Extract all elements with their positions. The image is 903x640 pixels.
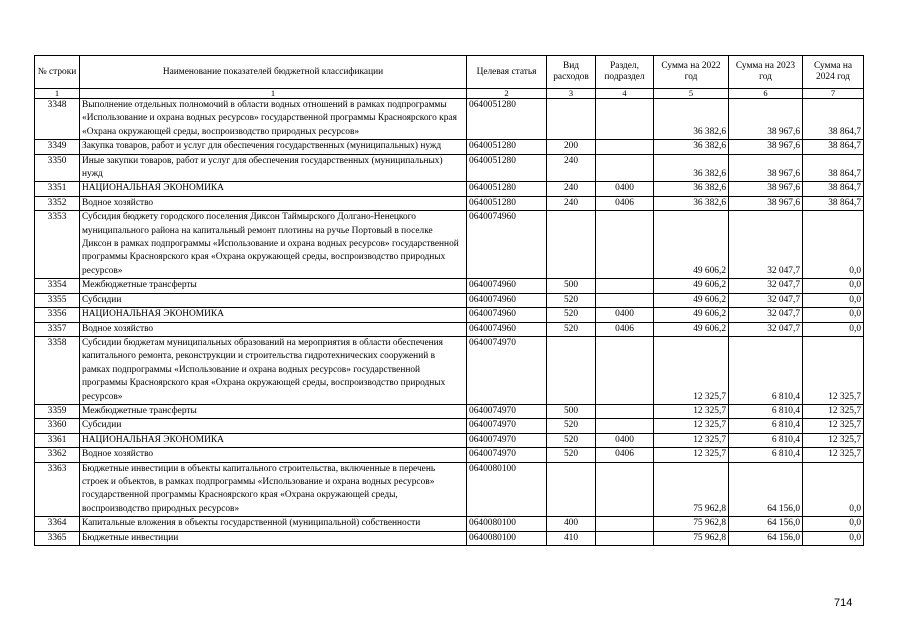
target-article: 0640051280 — [467, 99, 547, 140]
indicator-name: Капитальные вложения в объекты государственной (муниципальной) собственности — [80, 517, 467, 531]
sum-2022: 12 325,7 — [654, 336, 729, 404]
section-code — [596, 517, 654, 531]
row-number: 3352 — [35, 196, 80, 210]
sum-2023: 6 810,4 — [729, 433, 803, 447]
sum-2023: 38 967,6 — [729, 182, 803, 196]
section-code — [596, 154, 654, 182]
sum-2022: 36 382,6 — [654, 182, 729, 196]
row-number: 3351 — [35, 182, 80, 196]
column-number: 1 — [80, 89, 467, 99]
table-row — [35, 322, 864, 336]
sum-2022: 36 382,6 — [654, 154, 729, 182]
row-number: 3353 — [35, 211, 80, 279]
sum-2022: 75 962,8 — [654, 531, 729, 545]
table-row — [35, 308, 864, 322]
row-number: 3362 — [35, 448, 80, 462]
expense-type: 520 — [547, 419, 596, 433]
table-row — [35, 293, 864, 307]
sum-2022: 36 382,6 — [654, 140, 729, 154]
section-code: 0400 — [596, 308, 654, 322]
sum-2023: 38 967,6 — [729, 196, 803, 210]
sum-2023: 64 156,0 — [729, 462, 803, 517]
indicator-name: НАЦИОНАЛЬНАЯ ЭКОНОМИКА — [80, 308, 467, 322]
sum-2024: 38 864,7 — [803, 140, 864, 154]
expense-type: 200 — [547, 140, 596, 154]
section-code — [596, 336, 654, 404]
table-row — [35, 182, 864, 196]
sum-2023: 64 156,0 — [729, 517, 803, 531]
sum-2022: 49 606,2 — [654, 211, 729, 279]
expense-type: 520 — [547, 293, 596, 307]
section-code — [596, 99, 654, 140]
expense-type: 520 — [547, 433, 596, 447]
sum-2023: 6 810,4 — [729, 404, 803, 418]
sum-2022: 36 382,6 — [654, 196, 729, 210]
expense-type: 240 — [547, 182, 596, 196]
indicator-name: Бюджетные инвестиции — [80, 531, 467, 545]
target-article: 0640074970 — [467, 404, 547, 418]
header-target: Целевая статья — [467, 56, 547, 89]
indicator-name: Субсидии бюджетам муниципальных образований на мероприятия в области обеспечения капитального ремонта, реконструкции и строительства гидротехнических сооружений в рамках подпрограммы «Использование и охрана водных ресурсов» государственной программы Красноярского края «Охрана окружающей среды, воспроизводство природных ресурсов» — [80, 336, 467, 404]
sum-2024: 0,0 — [803, 293, 864, 307]
sum-2022: 49 606,2 — [654, 279, 729, 293]
budget-table — [34, 55, 864, 546]
sum-2022: 75 962,8 — [654, 462, 729, 517]
sum-2024: 0,0 — [803, 531, 864, 545]
sum-2024: 0,0 — [803, 211, 864, 279]
table-row — [35, 531, 864, 545]
section-code: 0406 — [596, 448, 654, 462]
target-article: 0640074970 — [467, 336, 547, 404]
header-sum-2023: Сумма на 2023 год — [729, 56, 803, 89]
sum-2024: 12 325,7 — [803, 419, 864, 433]
table-row — [35, 99, 864, 140]
page-number: 714 — [834, 597, 853, 609]
indicator-name: Иные закупки товаров, работ и услуг для обеспечения государственных (муниципальных) нужд — [80, 154, 467, 182]
table-row — [35, 336, 864, 404]
indicator-name: Водное хозяйство — [80, 196, 467, 210]
expense-type — [547, 462, 596, 517]
sum-2023: 32 047,7 — [729, 308, 803, 322]
expense-type: 400 — [547, 517, 596, 531]
section-code — [596, 279, 654, 293]
row-number: 3354 — [35, 279, 80, 293]
table-row — [35, 419, 864, 433]
target-article: 0640074960 — [467, 279, 547, 293]
column-number: 1 — [35, 89, 80, 99]
section-code: 0406 — [596, 322, 654, 336]
expense-type: 520 — [547, 322, 596, 336]
table-row — [35, 433, 864, 447]
expense-type: 240 — [547, 154, 596, 182]
expense-type: 520 — [547, 448, 596, 462]
expense-type — [547, 211, 596, 279]
header-sum-2022: Сумма на 2022 год — [654, 56, 729, 89]
sum-2022: 49 606,2 — [654, 308, 729, 322]
section-code — [596, 404, 654, 418]
indicator-name: Межбюджетные трансферты — [80, 404, 467, 418]
sum-2023: 32 047,7 — [729, 322, 803, 336]
table-row — [35, 279, 864, 293]
sum-2023: 32 047,7 — [729, 293, 803, 307]
target-article: 0640051280 — [467, 196, 547, 210]
sum-2022: 36 382,6 — [654, 99, 729, 140]
target-article: 0640080100 — [467, 462, 547, 517]
target-article: 0640074970 — [467, 433, 547, 447]
row-number: 3357 — [35, 322, 80, 336]
table-row — [35, 196, 864, 210]
row-number: 3355 — [35, 293, 80, 307]
row-number: 3361 — [35, 433, 80, 447]
table-body — [35, 99, 864, 546]
section-code — [596, 531, 654, 545]
column-number: 6 — [729, 89, 803, 99]
header-section: Раздел, подраздел — [596, 56, 654, 89]
indicator-name: Водное хозяйство — [80, 448, 467, 462]
indicator-name: НАЦИОНАЛЬНАЯ ЭКОНОМИКА — [80, 433, 467, 447]
indicator-name: Межбюджетные трансферты — [80, 279, 467, 293]
sum-2024: 12 325,7 — [803, 448, 864, 462]
row-number: 3358 — [35, 336, 80, 404]
indicator-name: Закупка товаров, работ и услуг для обеспечения государственных (муниципальных) нужд — [80, 140, 467, 154]
target-article: 0640051280 — [467, 154, 547, 182]
row-number: 3364 — [35, 517, 80, 531]
header-row-no: № строки — [35, 56, 80, 89]
row-number: 3365 — [35, 531, 80, 545]
row-number: 3350 — [35, 154, 80, 182]
target-article: 0640080100 — [467, 531, 547, 545]
sum-2024: 12 325,7 — [803, 404, 864, 418]
target-article: 0640074960 — [467, 211, 547, 279]
sum-2022: 12 325,7 — [654, 433, 729, 447]
sum-2022: 12 325,7 — [654, 419, 729, 433]
table-row — [35, 462, 864, 517]
column-number: 4 — [596, 89, 654, 99]
sum-2023: 64 156,0 — [729, 531, 803, 545]
section-code — [596, 419, 654, 433]
sum-2024: 0,0 — [803, 462, 864, 517]
sum-2022: 75 962,8 — [654, 517, 729, 531]
header-sum-2024: Сумма на 2024 год — [803, 56, 864, 89]
section-code — [596, 211, 654, 279]
sum-2023: 6 810,4 — [729, 336, 803, 404]
expense-type: 500 — [547, 279, 596, 293]
table-row — [35, 448, 864, 462]
header-name: Наименование показателей бюджетной классификации — [80, 56, 467, 89]
sum-2022: 49 606,2 — [654, 322, 729, 336]
sum-2023: 6 810,4 — [729, 419, 803, 433]
row-number: 3349 — [35, 140, 80, 154]
table-row — [35, 404, 864, 418]
sum-2022: 12 325,7 — [654, 404, 729, 418]
row-number: 3360 — [35, 419, 80, 433]
sum-2024: 0,0 — [803, 308, 864, 322]
table-row — [35, 140, 864, 154]
sum-2024: 0,0 — [803, 322, 864, 336]
sum-2024: 38 864,7 — [803, 182, 864, 196]
sum-2022: 12 325,7 — [654, 448, 729, 462]
indicator-name: Водное хозяйство — [80, 322, 467, 336]
sum-2024: 0,0 — [803, 517, 864, 531]
section-code — [596, 140, 654, 154]
target-article: 0640074960 — [467, 293, 547, 307]
indicator-name: Субсидии — [80, 419, 467, 433]
sum-2024: 12 325,7 — [803, 336, 864, 404]
sum-2024: 38 864,7 — [803, 154, 864, 182]
section-code: 0400 — [596, 182, 654, 196]
indicator-name: Субсидия бюджету городского поселения Диксон Таймырского Долгано-Ненецкого муниципального района на капитальный ремонт плотины на ручье Портовый в поселке Диксон в рамках подпрограммы «Использование и охрана водных ресурсов» государственной программы Красноярского края «Охрана окружающей среды, воспроизводство природных ресурсов» — [80, 211, 467, 279]
sum-2023: 38 967,6 — [729, 99, 803, 140]
header-expense-type: Вид расходов — [547, 56, 596, 89]
sum-2023: 38 967,6 — [729, 140, 803, 154]
expense-type — [547, 336, 596, 404]
target-article: 0640074970 — [467, 419, 547, 433]
column-number: 7 — [803, 89, 864, 99]
column-number: 3 — [547, 89, 596, 99]
indicator-name: НАЦИОНАЛЬНАЯ ЭКОНОМИКА — [80, 182, 467, 196]
sum-2024: 12 325,7 — [803, 433, 864, 447]
section-code — [596, 462, 654, 517]
expense-type: 410 — [547, 531, 596, 545]
table-row — [35, 211, 864, 279]
sum-2024: 38 864,7 — [803, 196, 864, 210]
target-article: 0640074970 — [467, 448, 547, 462]
indicator-name: Выполнение отдельных полномочий в области водных отношений в рамках подпрограммы «Использование и охрана водных ресурсов» государственной программы Красноярского края «Охрана окружающей среды, воспроизводство природных ресурсов» — [80, 99, 467, 140]
column-number: 5 — [654, 89, 729, 99]
target-article: 0640051280 — [467, 140, 547, 154]
sum-2024: 0,0 — [803, 279, 864, 293]
expense-type: 500 — [547, 404, 596, 418]
table-row — [35, 154, 864, 182]
target-article: 0640074960 — [467, 308, 547, 322]
sum-2024: 38 864,7 — [803, 99, 864, 140]
section-code: 0406 — [596, 196, 654, 210]
expense-type — [547, 99, 596, 140]
sum-2023: 6 810,4 — [729, 448, 803, 462]
sum-2022: 49 606,2 — [654, 293, 729, 307]
row-number: 3359 — [35, 404, 80, 418]
sum-2023: 32 047,7 — [729, 279, 803, 293]
column-number: 2 — [467, 89, 547, 99]
row-number: 3348 — [35, 99, 80, 140]
indicator-name: Субсидии — [80, 293, 467, 307]
expense-type: 520 — [547, 308, 596, 322]
indicator-name: Бюджетные инвестиции в объекты капитального строительства, включенные в перечень строек и объектов, в рамках подпрограммы «Использование и охрана водных ресурсов» государственной программы Красноярского края «Охрана окружающей среды, воспроизводство природных ресурсов» — [80, 462, 467, 517]
sum-2023: 38 967,6 — [729, 154, 803, 182]
table-row — [35, 517, 864, 531]
sum-2023: 32 047,7 — [729, 211, 803, 279]
target-article: 0640074960 — [467, 322, 547, 336]
section-code — [596, 293, 654, 307]
section-code: 0400 — [596, 433, 654, 447]
expense-type: 240 — [547, 196, 596, 210]
target-article: 0640051280 — [467, 182, 547, 196]
row-number: 3363 — [35, 462, 80, 517]
row-number: 3356 — [35, 308, 80, 322]
target-article: 0640080100 — [467, 517, 547, 531]
